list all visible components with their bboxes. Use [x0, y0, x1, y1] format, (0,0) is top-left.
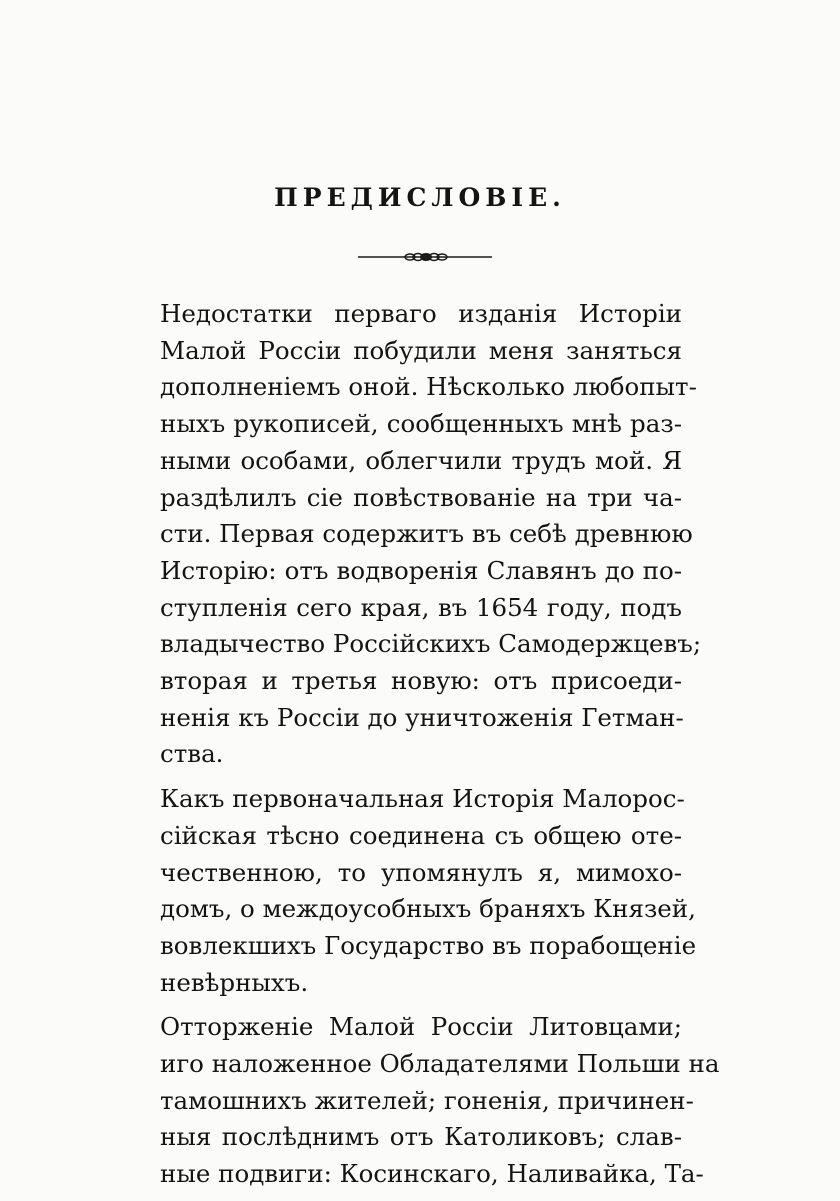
text-line: вовлекшихъ Государство въ порабощеніе	[160, 930, 697, 960]
text-line: Отторженіе Малой Россіи Литовцами;	[160, 1012, 682, 1042]
preface-text	[160, 296, 720, 1201]
paragraph	[160, 296, 702, 773]
text-line: Недостатки перваго изданія Исторіи	[160, 299, 682, 328]
text-line: невѣрныхъ.	[160, 967, 309, 997]
text-line: ными особами, облегчили трудъ мой. Я	[160, 445, 682, 475]
text-line: иго наложенное Обладателями Польши на	[160, 1049, 720, 1079]
text-line: сти. Первая содержитъ въ себѣ древнюю	[160, 519, 693, 549]
text-line: чественною, то упомянулъ я, мимохо-	[160, 857, 682, 887]
page-title: ПРЕДИСЛОВІЕ.	[274, 183, 566, 212]
text-line: ныхъ рукописей, сообщенныхъ мнѣ раз-	[160, 409, 682, 439]
text-line: дополненіемъ оной. Нѣсколько любопыт-	[160, 372, 697, 402]
paragraph	[160, 1009, 720, 1193]
text-line: домъ, о междоусобныхъ браняхъ Князей,	[160, 894, 696, 924]
paragraph	[160, 781, 697, 1001]
text-line: Малой Россіи побудили меня заняться	[160, 335, 682, 365]
text-line: сійская тѣсно соединена съ общею оте-	[160, 820, 682, 850]
text-line: вторая и третья новую: отъ присоеди-	[160, 666, 682, 696]
text-line: ные подвиги: Косинскаго, Наливайка, Та-	[160, 1159, 704, 1189]
text-line: Какъ первоначальная Исторія Малорос-	[160, 784, 685, 814]
text-line: владычество Россійскихъ Самодержцевъ;	[160, 629, 702, 659]
text-line: Исторію: отъ водворенія Славянъ до по-	[160, 555, 682, 585]
text-line: ства.	[160, 739, 224, 769]
text-line: ныя послѣднимъ отъ Католиковъ; слав-	[160, 1122, 682, 1152]
text-line: ненія къ Россіи до уничтоженія Гетман-	[160, 702, 684, 732]
text-line: тамошнихъ жителей; гоненія, причинен-	[160, 1085, 694, 1115]
text-line: раздѣлилъ сіе повѣствованіе на три ча-	[160, 482, 682, 512]
ornament-divider-icon	[358, 250, 492, 264]
text-line: ступленія сего края, въ 1654 году, подъ	[160, 592, 682, 622]
